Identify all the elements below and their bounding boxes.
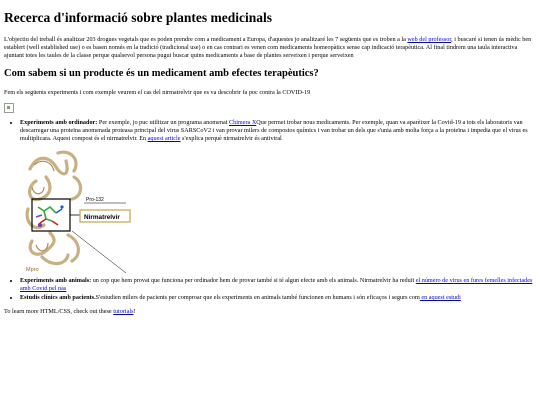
intro-paragraph — [4, 36, 536, 60]
page-title: Recerca d'informació sobre plantes medicinals — [4, 10, 272, 25]
footer-paragraph — [4, 308, 536, 316]
animals-text: un cop que hem provat que funciona per ordinador hem de provar també si té algun efecte amb els animals. Nirmatrelvir ha reduït — [91, 277, 416, 285]
protein-structure-illustration — [22, 147, 132, 275]
footer-text: To learn more HTML/CSS, check out these — [4, 308, 114, 316]
mpro-label: Mpro — [26, 267, 39, 274]
list-item-computer — [20, 119, 536, 275]
article-link[interactable]: aquest article — [147, 135, 181, 143]
chimera-x-link[interactable]: Chimera X — [228, 119, 257, 127]
clinical-label: Estudis clínics amb pacients. — [20, 294, 96, 302]
computer-label: Experiments amb ordinador: — [20, 119, 98, 127]
tutorials-link[interactable]: tutorials — [113, 308, 134, 316]
animals-label: Experiments amb animals: — [20, 277, 92, 285]
broken-image-icon — [4, 103, 14, 113]
list-item-animals — [20, 277, 536, 293]
drug-label: Nirmatrelvir — [84, 214, 120, 222]
intro-text-end: , i buscaré si tenen ús mèdic ben establert (well established use) o es basen només en la tradició (tradicional use) o en cas contrari es venen com medicaments homeopàtics sense cap indicació terapèutica. Al final tindrem una taula interactiva ajuntant totes les taules de la classe perque qualsevol persona pugui buscar quins medicaments a base de plantes serveixen i perque serveixen — [4, 36, 532, 60]
residue-label: Pro-132 — [86, 197, 104, 204]
protein-figure — [22, 147, 132, 275]
intro-text-start: L'objectiu del treball és analitzar 203 drogues vegetals que es poden prendre com a medicament a Europa, d'aquestes jo analitzaré les 7 següents que es troben a la — [4, 36, 408, 44]
professor-web-link[interactable]: web del professor — [407, 36, 452, 44]
footer-text-end: ! — [133, 308, 136, 316]
ferrets-study-link[interactable]: el número de virus en fures femelles infectades amb Covid pel nas — [20, 277, 533, 293]
computer-text-2: Que permet trobar nous medicaments. Per exemple, quan va aparèixer la Covid-19 a tots els laboratoris van descarregar una proteïna anomenada proteasa principal del virus SARSCoV2 i van provar milers de compostos químics i van trobar un dels que s'unia amb molta força a la proteïna i impedia que el virus es multiplicara. Aquest compost és el nirmatrelvir. En — [20, 119, 528, 143]
experiments-list — [20, 119, 536, 302]
clinical-text: S'estudien milers de pacients per comproar que els experiments en animals també funcionen en humans i són eficaços i segurs com — [95, 294, 420, 302]
computer-text-3: s'explica perquè nirmatrelvir és antiviral — [180, 135, 282, 143]
computer-text-1: Per exemple, jo puc utilitzar un programa anomenat — [97, 119, 229, 127]
section-heading: Com sabem si un producte és un medicament amb efectes terapèutics? — [4, 68, 319, 80]
section-intro: Fem els següents experiments i com exemple veurem el cas del nirmatrelvir que es va descobrir fa poc contra la COVID-19 — [4, 88, 311, 96]
list-item-clinical — [20, 294, 536, 302]
clinical-study-link[interactable]: en aquest estudi — [419, 294, 461, 302]
